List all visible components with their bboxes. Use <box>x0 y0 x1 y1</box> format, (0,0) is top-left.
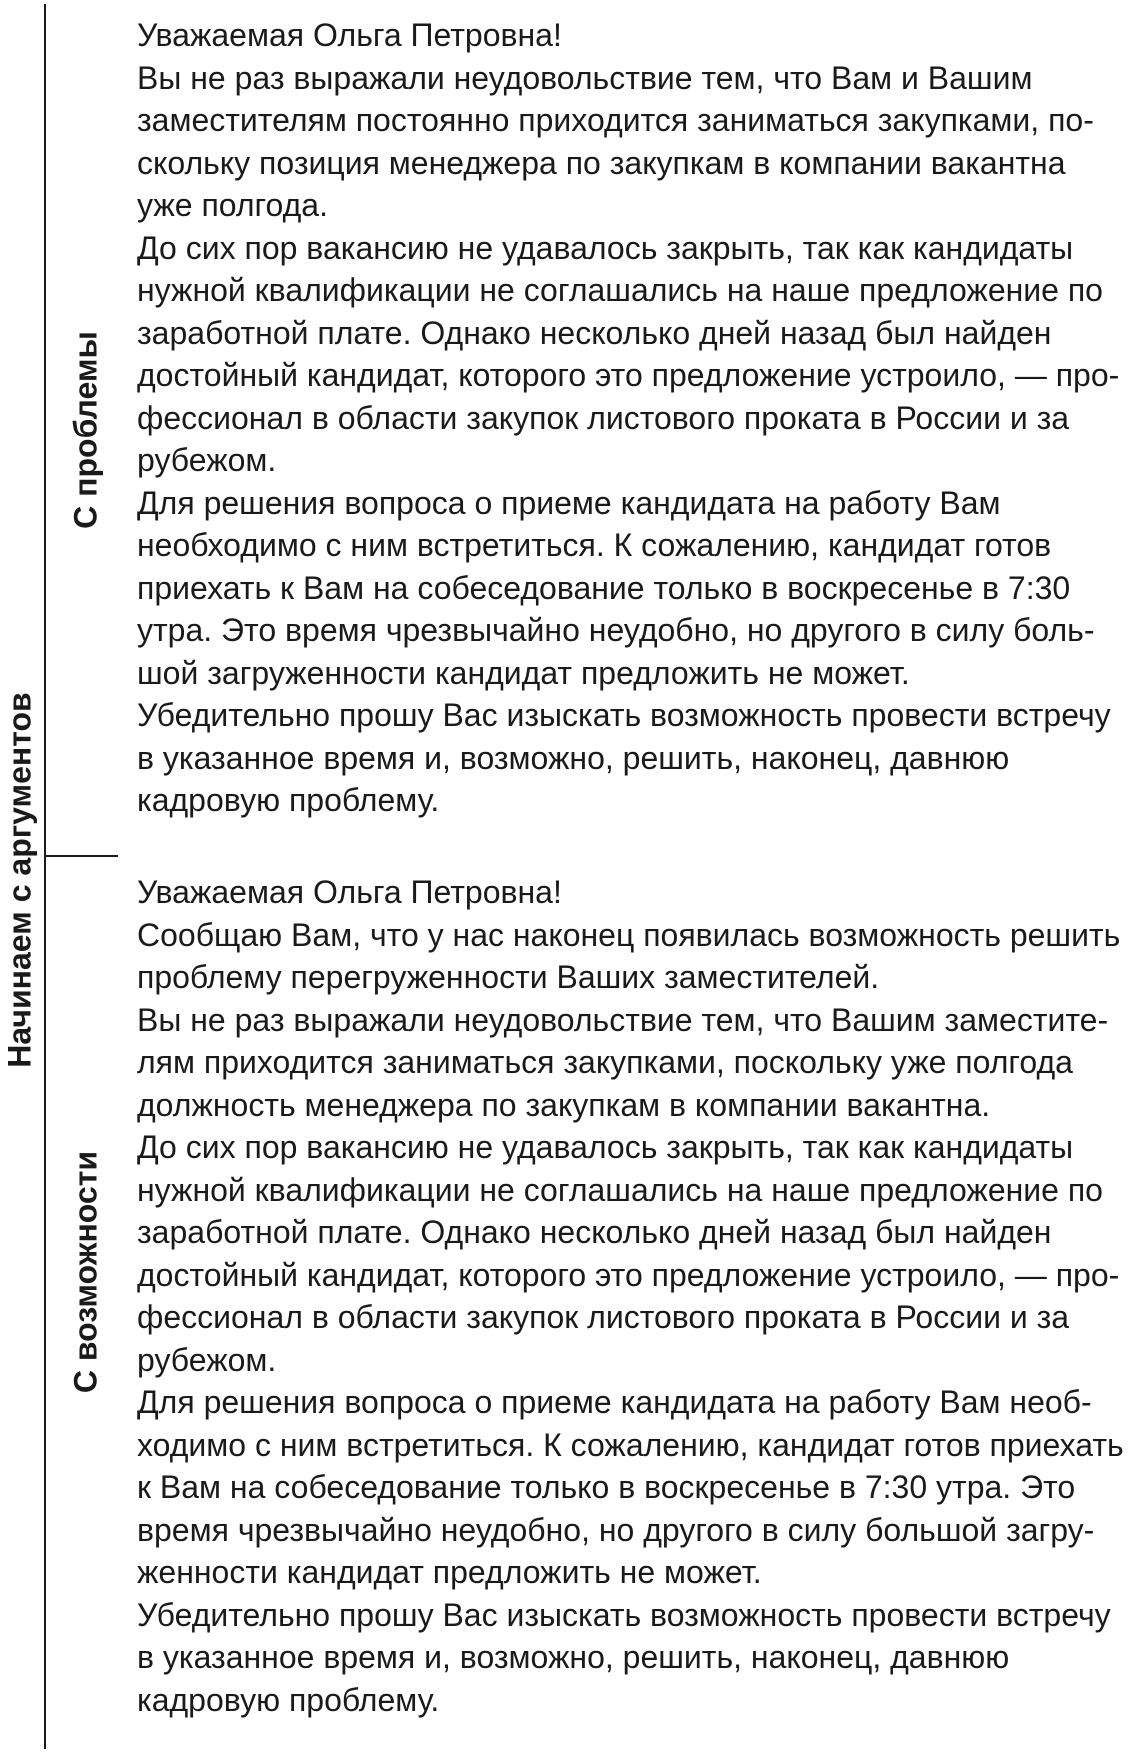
letter-line: шой загруженности кандидат предложить не может. <box>137 654 910 691</box>
letter-line: должность менеджера по закупкам в компании вакантна. <box>137 1086 991 1123</box>
letter-line: Сообщаю Вам, что у нас наконец появилась возможность решить <box>137 916 1121 953</box>
section-label-opportunity <box>46 857 116 1752</box>
letter-line: в указанное время и, возможно, решить, наконец, давнюю <box>137 1639 1010 1675</box>
letter-line: фессионал в области закупок листового проката в России и за <box>137 399 1070 436</box>
letter-line: рубежом. <box>137 1341 277 1378</box>
letter-line: заработной плате. Однако несколько дней назад был найден <box>137 314 1052 351</box>
letter-line: в указанное время и, возможно, решить, наконец, давнюю <box>137 739 1010 776</box>
letter-line: приехать к Вам на собеседование только в воскресенье в 7:30 <box>137 569 1071 606</box>
letter-line: Вы не раз выражали неудовольствие тем, что Вам и Вашим <box>137 59 1033 96</box>
letter-opportunity <box>137 871 1132 1721</box>
outer-label-text: Начинаем с аргументов <box>1 692 38 1068</box>
letter-line: кадровую проблему. <box>137 1681 440 1718</box>
letter-line: кадровую проблему. <box>137 782 440 818</box>
letter-line: достойный кандидат, которого это предложение устроило, — про- <box>137 1256 1120 1293</box>
section-label-opportunity-text: С возможности <box>67 1150 104 1394</box>
letter-line: До сих пор вакансию не удавалось закрыть, так как кандидаты <box>137 229 1074 266</box>
letter-line: Убедительно прошу Вас изыскать возможность провести встречу <box>137 1596 1111 1633</box>
letter-line: Убедительно прошу Вас изыскать возможность провести встречу <box>137 697 1111 733</box>
letter-line: нужной квалификации не соглашались на наше предложение по <box>137 1171 1103 1208</box>
letter-line: нужной квалификации не соглашались на наше предложение по <box>137 272 1103 308</box>
letter-line: До сих пор вакансию не удавалось закрыть, так как кандидаты <box>137 1129 1074 1165</box>
letter-line: женности кандидат предложить не может. <box>137 1554 762 1590</box>
letter-problem <box>137 14 1132 822</box>
letter-line: лям приходится заниматься закупками, поскольку уже полгода <box>137 1044 1073 1080</box>
letter-line: заработной плате. Однако несколько дней назад был найден <box>137 1214 1052 1250</box>
letter-line: утра. Это время чрезвычайно неудобно, но другого в силу боль- <box>137 612 1095 648</box>
section-label-problem <box>46 0 116 855</box>
letter-line: Для решения вопроса о приеме кандидата на работу Вам <box>137 484 1001 521</box>
letter-line: к Вам на собеседование только в воскресенье в 7:30 утра. Это <box>137 1469 1076 1505</box>
letter-line: достойный кандидат, которого это предложение устроило, — про- <box>137 357 1120 393</box>
letter-line: скольку позиция менеджера по закупкам в компании вакантна <box>137 144 1066 181</box>
outer-side-label <box>0 0 40 1755</box>
letter-line: Вы не раз выражали неудовольствие тем, что Вашим заместите- <box>137 1001 1109 1038</box>
letter-line: проблему перегруженности Ваших заместителей. <box>137 959 880 995</box>
letter-line: заместителям постоянно приходится заниматься закупками, по- <box>137 102 1094 138</box>
letter-line: ходимо с ним встретиться. К сожалению, кандидат готов приехать <box>137 1426 1124 1463</box>
letter-line: рубежом. <box>137 442 277 478</box>
letter-line: Уважаемая Ольга Петровна! <box>137 874 562 910</box>
section-label-problem-text: С проблемы <box>67 331 104 529</box>
letter-line: уже полгода. <box>137 187 328 223</box>
letter-line: фессионал в области закупок листового проката в России и за <box>137 1299 1070 1335</box>
letter-line: Для решения вопроса о приеме кандидата на работу Вам необ- <box>137 1384 1092 1420</box>
letter-line: время чрезвычайно неудобно, но другого в силу большой загру- <box>137 1511 1095 1548</box>
letter-line: необходимо с ним встретиться. К сожалению, кандидат готов <box>137 527 1052 563</box>
letter-line: Уважаемая Ольга Петровна! <box>137 17 562 53</box>
